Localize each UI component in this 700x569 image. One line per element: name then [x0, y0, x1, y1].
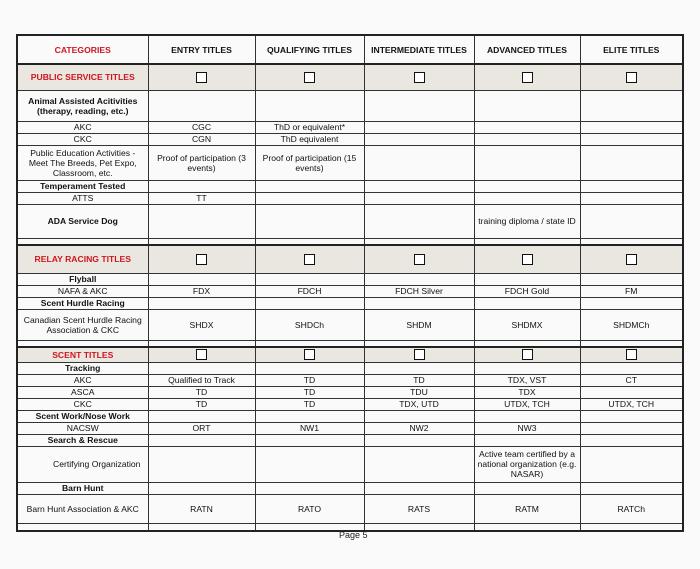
cell-intermediate: SHDM — [364, 309, 474, 340]
cell-entry: CGC — [148, 121, 255, 133]
elite-checkbox[interactable] — [580, 347, 683, 362]
row-label-flyball: Flyball — [17, 273, 148, 285]
checkbox-icon — [196, 349, 207, 360]
checkbox-icon — [626, 72, 637, 83]
table-row — [17, 297, 683, 309]
table-row — [17, 145, 683, 180]
cell-intermediate: TDX, UTD — [364, 398, 474, 410]
titles-sheet — [16, 34, 682, 534]
page-number: Page 5 — [339, 530, 368, 540]
cell-qualifying: SHDCh — [255, 309, 364, 340]
entry-titles-header: ENTRY TITLES — [148, 35, 255, 64]
row-label-nafa-akc: NAFA & AKC — [17, 285, 148, 297]
cell-qualifying: Proof of participation (15 events) — [255, 145, 364, 180]
cell-entry: FDX — [148, 285, 255, 297]
cell-intermediate: TD — [364, 374, 474, 386]
cell-advanced: NW3 — [474, 422, 580, 434]
spacer-row — [17, 238, 683, 245]
row-label-animal-assisted: Animal Assisted Acitivities (therapy, reading, etc.) — [17, 90, 148, 121]
elite-checkbox[interactable] — [580, 64, 683, 90]
section-title-relay-racing: RELAY RACING TITLES — [17, 245, 148, 273]
cell-intermediate: NW2 — [364, 422, 474, 434]
row-label-akc: AKC — [17, 374, 148, 386]
row-label-barn-hunt-association: Barn Hunt Association & AKC — [17, 494, 148, 523]
table-row — [17, 133, 683, 145]
row-label-akc: AKC — [17, 121, 148, 133]
table-row — [17, 285, 683, 297]
cell-qualifying: TD — [255, 374, 364, 386]
row-label-public-education: Public Education Activities - Meet The Breeds, Pet Expo, Classroom, etc. — [17, 145, 148, 180]
section-title-public-service: PUBLIC SERVICE TITLES — [17, 64, 148, 90]
intermediate-titles-header: INTERMEDIATE TITLES — [364, 35, 474, 64]
elite-titles-header: ELITE TITLES — [580, 35, 683, 64]
cell-entry: RATN — [148, 494, 255, 523]
table-row — [17, 121, 683, 133]
checkbox-icon — [196, 72, 207, 83]
row-label-scent-hurdle: Scent Hurdle Racing — [17, 297, 148, 309]
table-row — [17, 482, 683, 494]
table-row — [17, 90, 683, 121]
table-row — [17, 204, 683, 238]
cell-elite: UTDX, TCH — [580, 398, 683, 410]
cell-qualifying: TD — [255, 386, 364, 398]
intermediate-checkbox[interactable] — [364, 64, 474, 90]
section-row-scent — [17, 347, 683, 362]
cell-advanced: FDCH Gold — [474, 285, 580, 297]
cell-advanced: SHDMX — [474, 309, 580, 340]
row-label-scent-work: Scent Work/Nose Work — [17, 410, 148, 422]
checkbox-icon — [414, 72, 425, 83]
row-label-ckc: CKC — [17, 398, 148, 410]
row-label-nacsw: NACSW — [17, 422, 148, 434]
cell-advanced: TDX, VST — [474, 374, 580, 386]
cell-entry: Proof of participation (3 events) — [148, 145, 255, 180]
cell-advanced: RATM — [474, 494, 580, 523]
table-row — [17, 410, 683, 422]
entry-checkbox[interactable] — [148, 347, 255, 362]
advanced-titles-header: ADVANCED TITLES — [474, 35, 580, 64]
table-row — [17, 386, 683, 398]
intermediate-checkbox[interactable] — [364, 347, 474, 362]
advanced-checkbox[interactable] — [474, 245, 580, 273]
table-row — [17, 362, 683, 374]
table-row — [17, 374, 683, 386]
row-label-temperament-tested: Temperament Tested — [17, 180, 148, 192]
row-label-canadian-scent-hurdle: Canadian Scent Hurdle Racing Association & CKC — [17, 309, 148, 340]
checkbox-icon — [414, 254, 425, 265]
table-row — [17, 398, 683, 410]
cell-entry: TD — [148, 398, 255, 410]
cell-advanced: training diploma / state ID — [474, 204, 580, 238]
cell-advanced: UTDX, TCH — [474, 398, 580, 410]
cell-entry: TD — [148, 386, 255, 398]
checkbox-icon — [196, 254, 207, 265]
categories-header: CATEGORIES — [17, 35, 148, 64]
row-label-tracking: Tracking — [17, 362, 148, 374]
cell-advanced: Active team certified by a national organization (e.g. NASAR) — [474, 446, 580, 482]
cell-entry: ORT — [148, 422, 255, 434]
checkbox-icon — [626, 254, 637, 265]
row-label-barn-hunt: Barn Hunt — [17, 482, 148, 494]
cell-intermediate: TDU — [364, 386, 474, 398]
section-row-relay-racing — [17, 245, 683, 273]
entry-checkbox[interactable] — [148, 245, 255, 273]
cell-elite: RATCh — [580, 494, 683, 523]
row-label-atts: ATTS — [17, 192, 148, 204]
cell-elite: SHDMCh — [580, 309, 683, 340]
cell-qualifying: ThD or equivalent* — [255, 121, 364, 133]
cell-entry: Qualified to Track — [148, 374, 255, 386]
titles-table — [16, 34, 684, 532]
row-label-asca: ASCA — [17, 386, 148, 398]
elite-checkbox[interactable] — [580, 245, 683, 273]
table-row — [17, 494, 683, 523]
table-row — [17, 309, 683, 340]
row-label-certifying-organization: Certifying Organization — [17, 446, 148, 482]
checkbox-icon — [304, 72, 315, 83]
cell-qualifying: TD — [255, 398, 364, 410]
checkbox-icon — [522, 254, 533, 265]
table-row — [17, 273, 683, 285]
row-label-ckc: CKC — [17, 133, 148, 145]
qualifying-checkbox[interactable] — [255, 245, 364, 273]
cell-advanced: TDX — [474, 386, 580, 398]
cell-entry: TT — [148, 192, 255, 204]
qualifying-checkbox[interactable] — [255, 64, 364, 90]
row-label-search-rescue: Search & Rescue — [17, 434, 148, 446]
qualifying-titles-header: QUALIFYING TITLES — [255, 35, 364, 64]
cell-elite: FM — [580, 285, 683, 297]
spacer-row — [17, 340, 683, 347]
checkbox-icon — [626, 349, 637, 360]
section-row-public-service — [17, 64, 683, 90]
section-title-scent: SCENT TITLES — [17, 347, 148, 362]
qualifying-checkbox[interactable] — [255, 347, 364, 362]
cell-intermediate: FDCH Silver — [364, 285, 474, 297]
intermediate-checkbox[interactable] — [364, 245, 474, 273]
row-label-ada-service-dog: ADA Service Dog — [17, 204, 148, 238]
entry-checkbox[interactable] — [148, 64, 255, 90]
advanced-checkbox[interactable] — [474, 64, 580, 90]
checkbox-icon — [522, 349, 533, 360]
cell-entry: SHDX — [148, 309, 255, 340]
checkbox-icon — [304, 349, 315, 360]
advanced-checkbox[interactable] — [474, 347, 580, 362]
table-row — [17, 434, 683, 446]
checkbox-icon — [522, 72, 533, 83]
cell-intermediate: RATS — [364, 494, 474, 523]
cell-qualifying: ThD equivalent — [255, 133, 364, 145]
checkbox-icon — [414, 349, 425, 360]
cell-entry: CGN — [148, 133, 255, 145]
cell-qualifying: FDCH — [255, 285, 364, 297]
checkbox-icon — [304, 254, 315, 265]
table-row — [17, 192, 683, 204]
cell-elite: CT — [580, 374, 683, 386]
cell-qualifying: NW1 — [255, 422, 364, 434]
table-row — [17, 446, 683, 482]
table-row — [17, 180, 683, 192]
table-row — [17, 422, 683, 434]
header-row — [17, 35, 683, 64]
cell-qualifying: RATO — [255, 494, 364, 523]
